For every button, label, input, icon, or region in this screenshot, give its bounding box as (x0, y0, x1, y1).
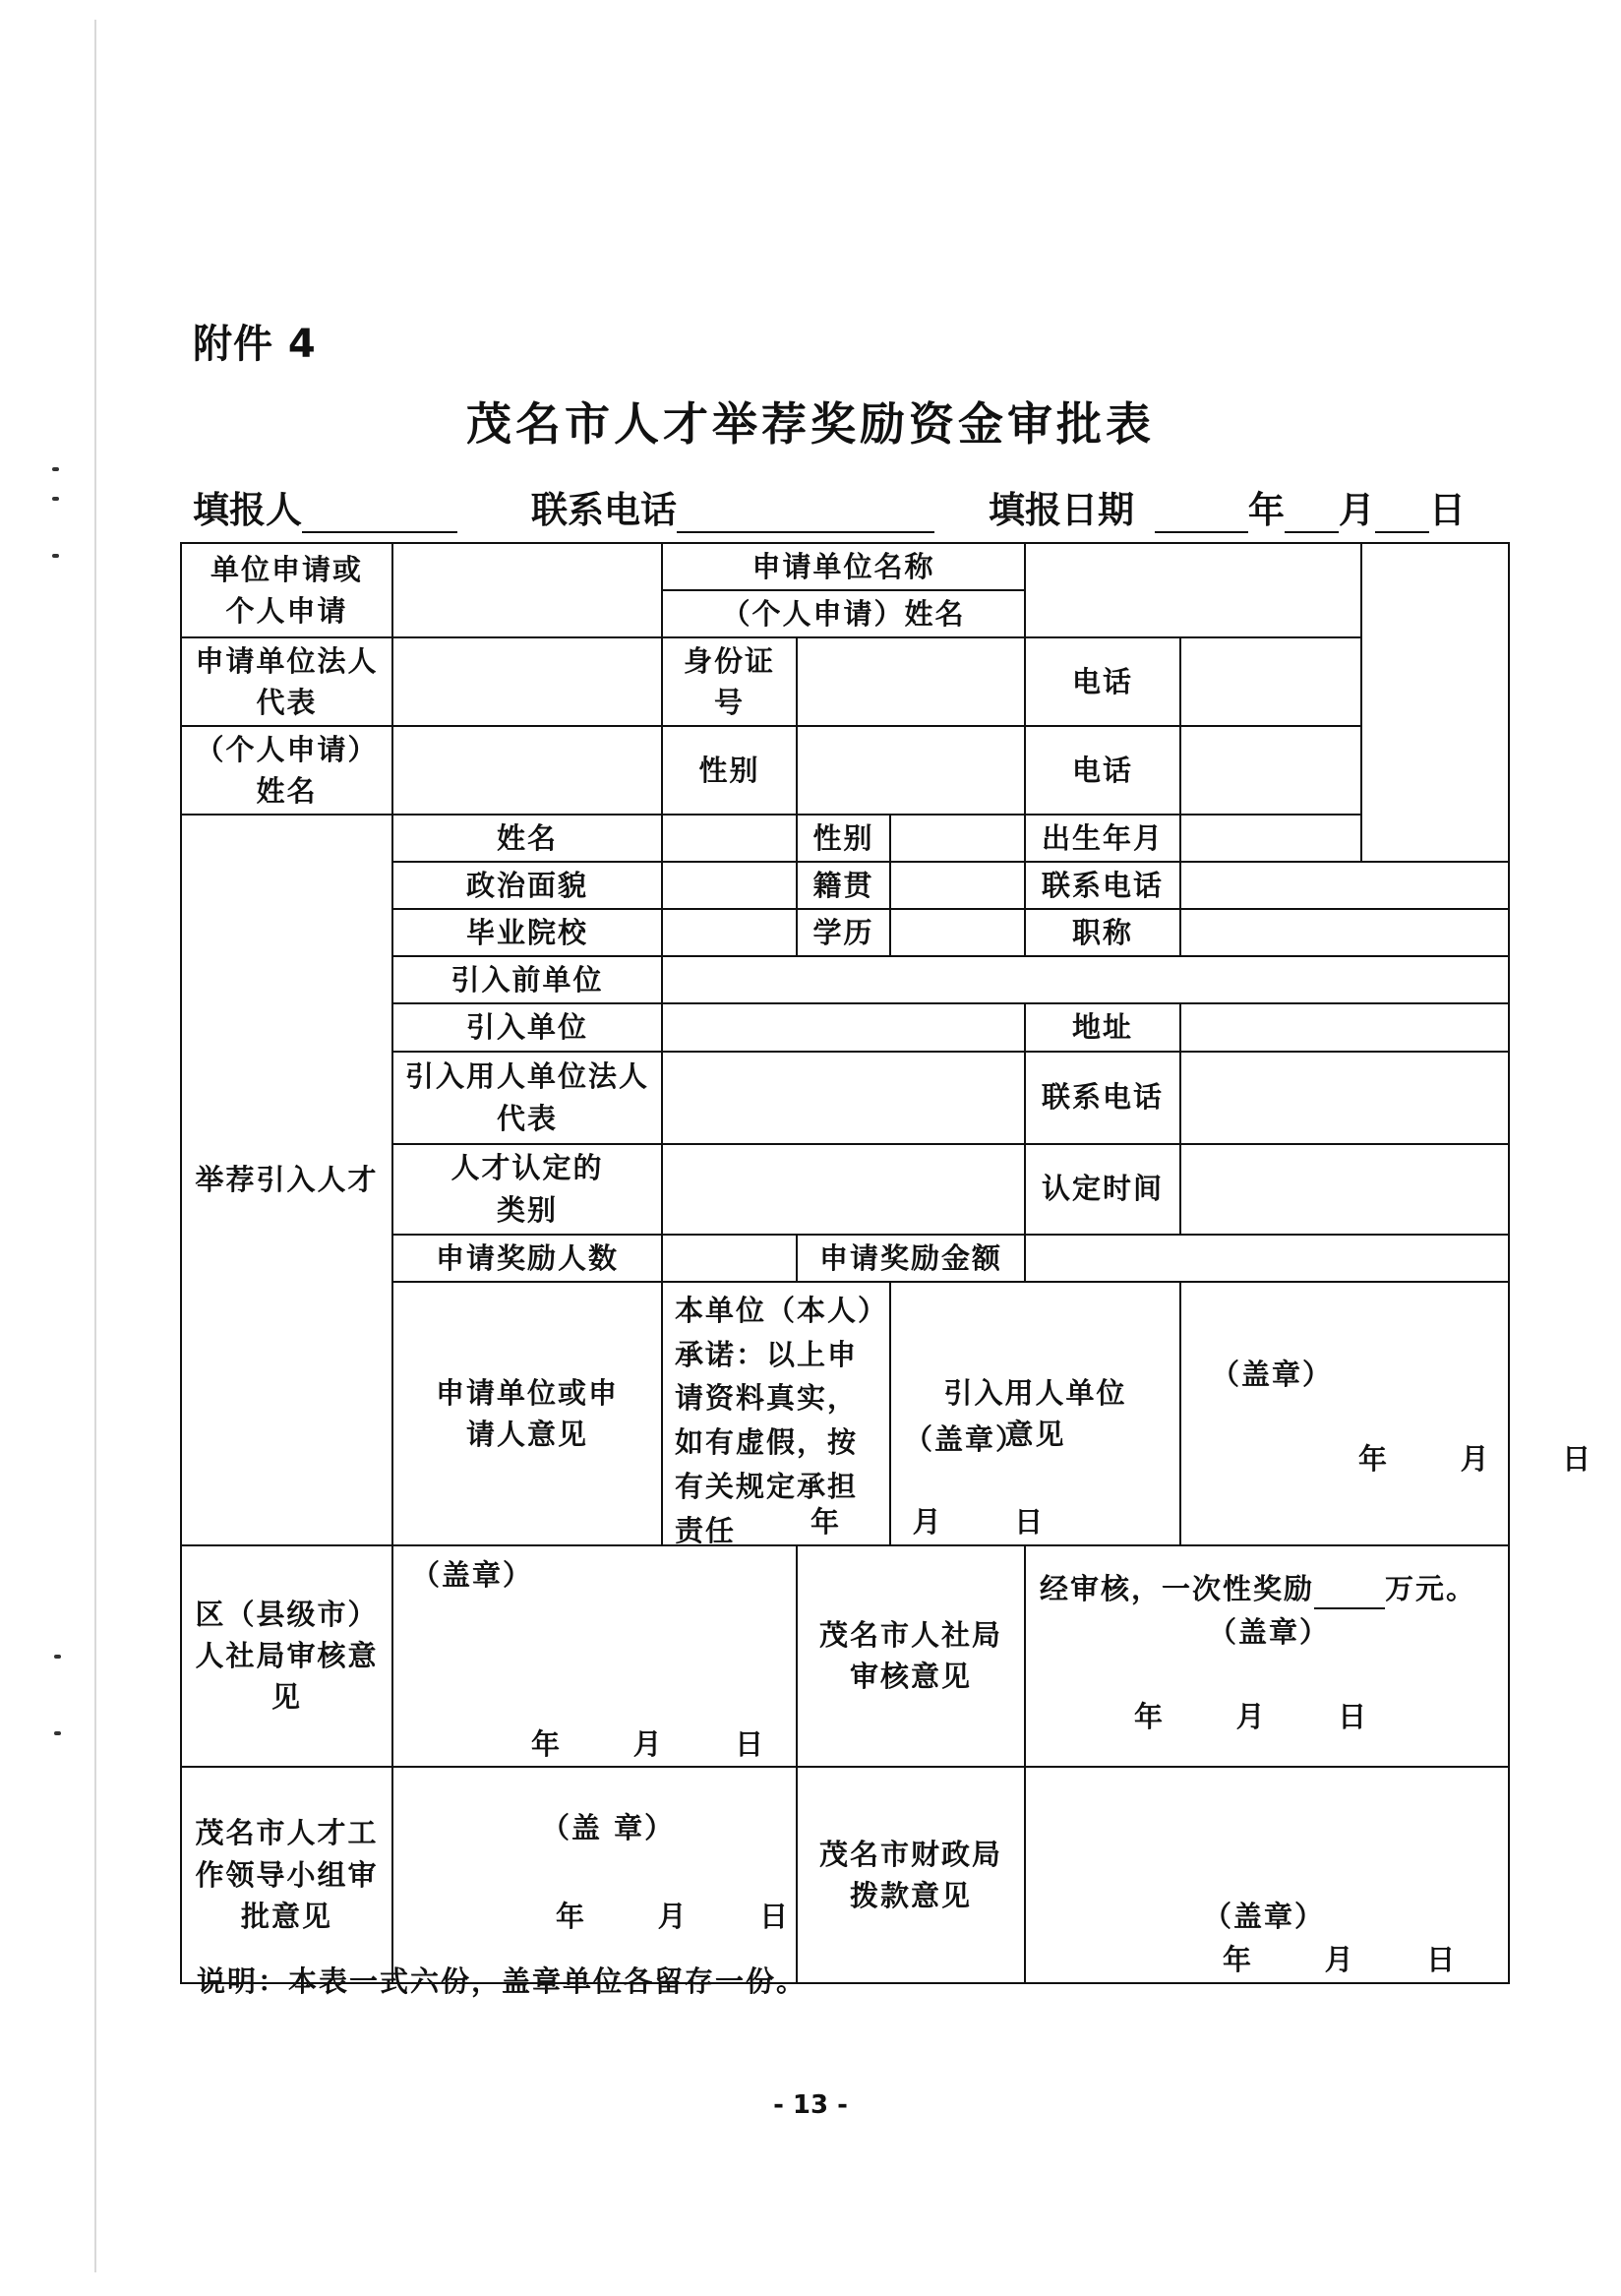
employer-opinion-box[interactable] (1180, 1282, 1593, 1545)
education-value[interactable] (890, 909, 1025, 956)
finance-seal: （盖章） (1203, 1899, 1326, 1933)
leader-group-box[interactable] (392, 1767, 797, 1983)
education-label: 学历 (797, 909, 890, 956)
individual-gender-value[interactable] (797, 726, 1025, 815)
approval-form-table (180, 542, 1593, 1984)
month-label: 月 (1338, 489, 1375, 531)
district-opinion-box[interactable] (392, 1545, 797, 1767)
applicant-type-label: 单位申请或 个人申请 (181, 543, 392, 637)
day-label: 日 (1428, 489, 1466, 531)
leader-group-seal: （盖 章） (541, 1810, 676, 1844)
scan-speck (54, 1655, 61, 1659)
address-label: 地址 (1025, 1003, 1180, 1051)
finance-date: 年 月 日 (1223, 1942, 1458, 1976)
leader-group-date: 年 月 日 (556, 1899, 791, 1933)
filler-field (193, 480, 457, 533)
scan-speck (52, 467, 59, 471)
reward-count-label: 申请奖励人数 (392, 1235, 662, 1282)
legal-rep-phone-label: 电话 (1025, 637, 1180, 726)
commitment-text: 本单位（本人）承诺：以上申请资料真实，如有虚假，按有关规定承担责任 (675, 1293, 874, 1548)
year-label: 年 (1247, 489, 1285, 531)
native-place-value[interactable] (890, 862, 1025, 909)
employer-rep-value[interactable] (662, 1052, 1025, 1144)
approved-amount-line (1040, 1568, 1476, 1609)
approved-text-prefix: 经审核，一次性奖励 (1040, 1571, 1315, 1605)
applicant-date: 年 月 日 (810, 1504, 1046, 1539)
talent-section-label: 举荐引入人才 (181, 815, 392, 1544)
district-opinion-label: 区（县级市） 人社局审核意 见 (181, 1545, 392, 1767)
finance-box[interactable] (1025, 1767, 1509, 1983)
scan-edge-line (94, 20, 96, 2272)
attachment-label: 附件 4 (193, 322, 317, 367)
footnote: 说明：本表一式六份，盖章单位各留存一份。 (197, 1964, 808, 1998)
address-value[interactable] (1180, 1003, 1509, 1051)
prev-unit-label: 引入前单位 (392, 956, 662, 1003)
scan-speck (52, 497, 59, 501)
date-field (989, 480, 1466, 533)
talent-name-value[interactable] (662, 815, 797, 862)
legal-rep-label: 申请单位法人 代表 (181, 637, 392, 726)
employer-phone-label: 联系电话 (1025, 1052, 1180, 1144)
date-label: 填报日期 (989, 489, 1134, 531)
page-title: 茂名市人才举荐奖励资金审批表 (466, 397, 1155, 451)
year-blank[interactable] (1155, 494, 1248, 533)
talent-gender-value[interactable] (890, 815, 1025, 862)
unit-name-label: 申请单位名称 (662, 543, 1025, 590)
day-blank[interactable] (1375, 494, 1429, 533)
school-label: 毕业院校 (392, 909, 662, 956)
individual-name-value[interactable] (392, 726, 662, 815)
talent-category-label: 人才认定的 类别 (392, 1144, 662, 1235)
reward-count-value[interactable] (662, 1235, 797, 1282)
recognition-time-value[interactable] (1180, 1144, 1509, 1235)
city-hr-seal: （盖章） (1208, 1614, 1331, 1649)
employer-rep-label: 引入用人单位法人 代表 (392, 1052, 662, 1144)
employer-seal: （盖章） (1211, 1357, 1334, 1391)
applicant-seal: （盖章） (904, 1421, 1027, 1456)
individual-phone-value[interactable] (1180, 726, 1361, 815)
reward-amount-value[interactable] (1025, 1235, 1509, 1282)
individual-phone-label: 电话 (1025, 726, 1180, 815)
applicant-type-value[interactable] (392, 543, 662, 637)
city-hr-opinion-box[interactable] (1025, 1545, 1509, 1767)
id-number-value[interactable] (797, 637, 1025, 726)
phone-label: 联系电话 (531, 489, 677, 531)
page-number: - 13 - (773, 2090, 848, 2120)
month-blank[interactable] (1285, 494, 1339, 533)
individual-name-label: （个人申请） 姓名 (181, 726, 392, 815)
phone-blank[interactable] (677, 494, 934, 533)
intro-unit-value[interactable] (662, 1003, 1025, 1051)
reward-amount-label: 申请奖励金额 (797, 1235, 1025, 1282)
prev-unit-value[interactable] (662, 956, 1509, 1003)
talent-birth-value[interactable] (1180, 815, 1509, 862)
political-status-label: 政治面貌 (392, 862, 662, 909)
leader-group-label: 茂名市人才工 作领导小组审 批意见 (181, 1767, 392, 1983)
id-number-label: 身份证 号 (662, 637, 797, 726)
approved-amount-blank[interactable] (1314, 1578, 1385, 1609)
native-place-label: 籍贯 (797, 862, 890, 909)
filler-blank[interactable] (302, 494, 457, 533)
talent-phone-value[interactable] (1180, 862, 1509, 909)
applicant-opinion-label: 申请单位或申 请人意见 (392, 1282, 662, 1545)
professional-title-label: 职称 (1025, 909, 1180, 956)
professional-title-value[interactable] (1180, 909, 1509, 956)
legal-rep-value[interactable] (392, 637, 662, 726)
person-name-label: （个人申请）姓名 (662, 590, 1025, 637)
intro-unit-label: 引入单位 (392, 1003, 662, 1051)
talent-birth-label: 出生年月 (1025, 815, 1180, 862)
political-status-value[interactable] (662, 862, 797, 909)
employer-opinion-label: 引入用人单位 意见 (890, 1282, 1180, 1545)
finance-label: 茂名市财政局 拨款意见 (797, 1767, 1025, 1983)
talent-name-label: 姓名 (392, 815, 662, 862)
employer-phone-value[interactable] (1180, 1052, 1509, 1144)
city-hr-date: 年 月 日 (1134, 1699, 1369, 1733)
talent-category-value[interactable] (662, 1144, 1025, 1235)
district-date: 年 月 日 (531, 1726, 766, 1761)
unit-name-value[interactable] (1025, 543, 1361, 637)
phone-field (531, 480, 934, 533)
employer-date: 年 月 日 (1358, 1441, 1593, 1476)
legal-rep-phone-value[interactable] (1180, 637, 1361, 726)
filler-label: 填报人 (193, 489, 302, 531)
scan-speck (54, 1731, 61, 1735)
city-hr-opinion-label: 茂名市人社局 审核意见 (797, 1545, 1025, 1767)
district-seal: （盖章） (411, 1557, 534, 1592)
school-value[interactable] (662, 909, 797, 956)
talent-phone-label: 联系电话 (1025, 862, 1180, 909)
scan-speck (52, 554, 59, 558)
approved-text-suffix: 万元。 (1385, 1571, 1477, 1605)
talent-gender-label: 性别 (797, 815, 890, 862)
individual-gender-label: 性别 (662, 726, 797, 815)
recognition-time-label: 认定时间 (1025, 1144, 1180, 1235)
